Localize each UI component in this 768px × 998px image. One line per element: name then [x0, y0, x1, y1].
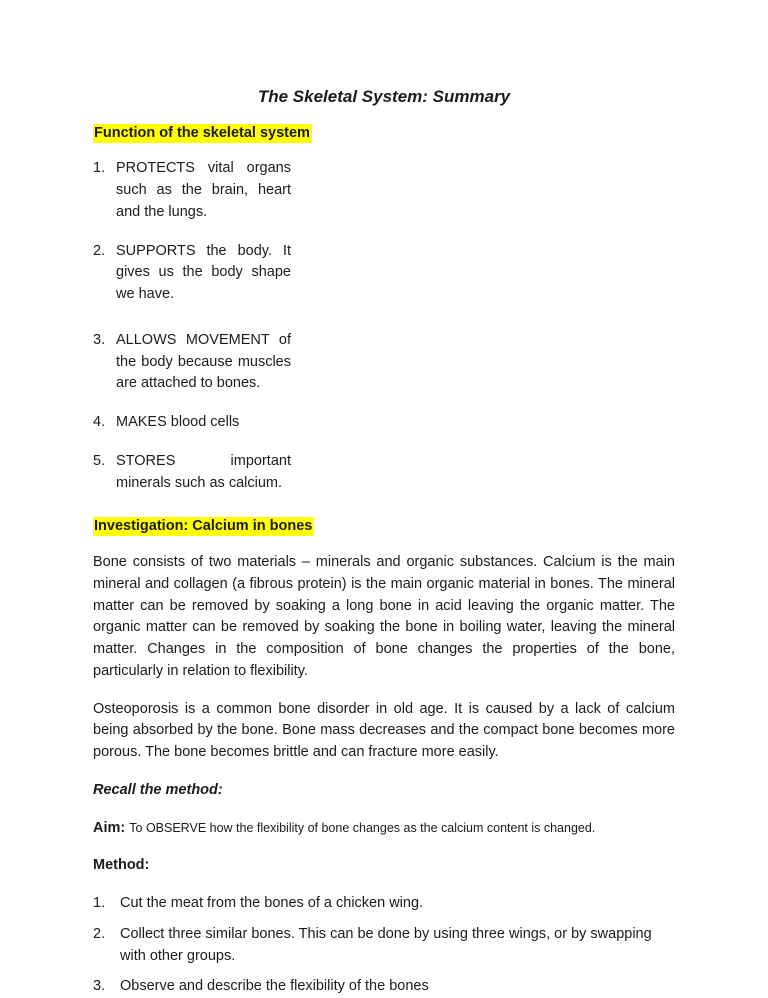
list-item-text: SUPPORTS the body. It gives us the body shape we have. — [116, 242, 291, 302]
list-item — [93, 976, 675, 998]
list-item-text: STORES important minerals such as calcium. — [116, 452, 291, 491]
list-item — [93, 451, 291, 495]
list-item-text: ALLOWS MOVEMENT of the body because muscles are attached to bones. — [116, 331, 291, 392]
method-list — [93, 893, 675, 998]
list-item-number: 2. — [93, 242, 106, 259]
list-item-number: 3. — [93, 331, 106, 348]
list-item — [93, 241, 291, 306]
page-title: The Skeletal System: Summary — [257, 87, 511, 106]
list-item-text: Collect three similar bones. This can be done by using three wings, or by swapping with other groups. — [120, 925, 652, 964]
aim-label: Aim: — [93, 819, 126, 836]
section-heading-row — [93, 516, 675, 538]
list-item-text: MAKES blood cells — [116, 414, 240, 430]
function-list — [93, 158, 291, 494]
list-item-text: Observe and describe the flexibility of the bones — [120, 978, 429, 995]
list-item-number: 2. — [93, 925, 106, 942]
aim-line — [93, 818, 675, 840]
list-item — [93, 412, 291, 434]
list-item-text: Cut the meat from the bones of a chicken wing. — [120, 895, 424, 911]
list-item-number: 3. — [93, 978, 106, 995]
list-item-text: PROTECTS vital organs such as the brain, heart and the lungs. — [116, 160, 291, 220]
paragraph-bone-materials: Bone consists of two materials – minerals and organic substances. Calcium is the main mineral and collagen (a fibrous protein) is the main organic material in bones. The mineral matter can be removed by soaking a long bone in acid leaving the organic matter. The organic matter can be removed by soaking the bone in boiling water, leaving the mineral matter. Changes in the composition of bone changes the properties of the bone, particularly in relation to flexibility. — [93, 554, 675, 679]
recall-method-heading: Recall the method: — [93, 781, 223, 798]
section-heading-function: Function of the skeletal system — [94, 124, 310, 141]
list-item-number: 5. — [93, 452, 106, 469]
list-item-number: 4. — [93, 414, 106, 430]
list-item — [93, 893, 675, 915]
section-heading-row — [93, 123, 675, 145]
list-item-number: 1. — [93, 895, 106, 911]
paragraph-osteoporosis: Osteoporosis is a common bone disorder in old age. It is caused by a lack of calcium being absorbed by the bone. Bone mass decreases and the compact bone becomes more porous. The bone becomes brittle and can fracture more easily. — [93, 700, 675, 760]
section-heading-investigation: Investigation: Calcium in bones — [94, 518, 313, 535]
list-item — [93, 158, 291, 223]
list-item — [93, 330, 291, 395]
method-heading: Method: — [93, 857, 150, 874]
list-item — [93, 924, 675, 968]
list-item-number: 1. — [93, 160, 106, 177]
aim-text: To OBSERVE how the flexibility of bone changes as the calcium content is changed. — [129, 820, 596, 835]
